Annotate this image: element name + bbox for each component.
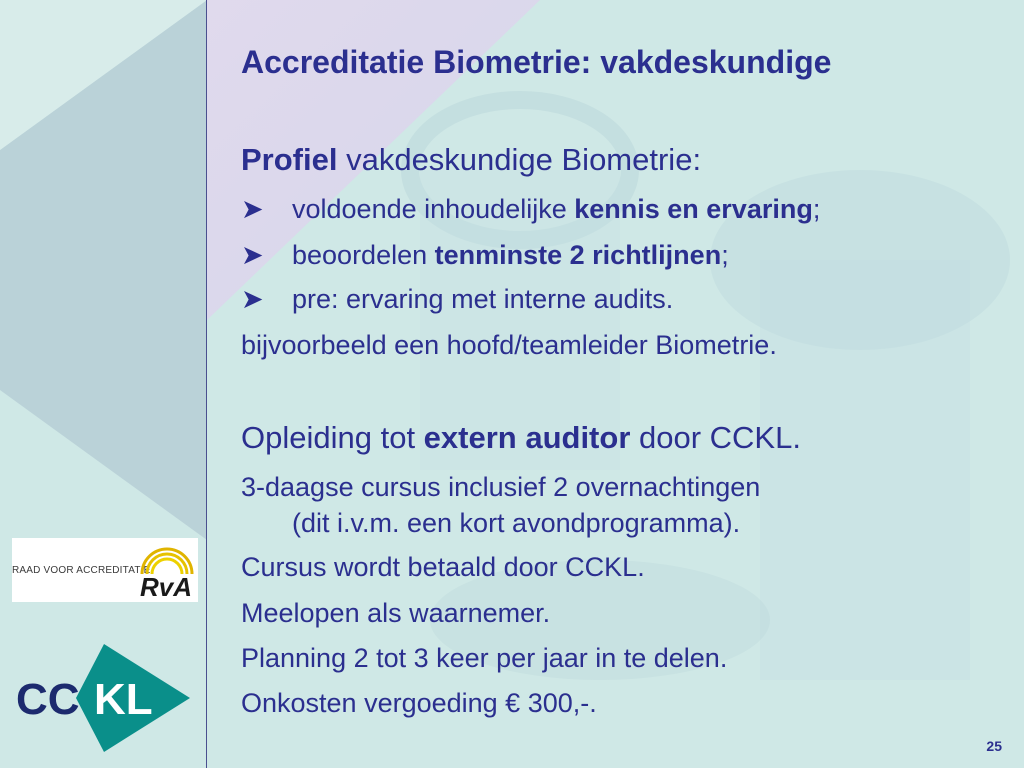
cckl-logo-left-text: CC	[16, 675, 80, 724]
profile-heading-bold: Profiel	[241, 142, 338, 177]
rva-logo-text: RAAD VOOR ACCREDITATIE	[12, 564, 151, 576]
bullet-text: voldoende inhoudelijke	[292, 194, 575, 224]
svg-text:RvA: RvA	[140, 572, 193, 600]
rva-mark-icon	[136, 540, 198, 600]
cckl-logo-right-text: KL	[94, 675, 153, 724]
bullet-text: pre: ervaring met interne audits.	[292, 284, 674, 314]
profile-heading-rest: vakdeskundige Biometrie:	[337, 142, 702, 177]
bullet-text-suffix: ;	[721, 240, 729, 270]
observer-line: Meelopen als waarnemer.	[241, 598, 551, 628]
training-heading	[241, 420, 801, 456]
arrow-bullet-icon: ➤	[241, 194, 264, 224]
page-number: 25	[986, 738, 1002, 754]
course-line-1: 3-daagse cursus inclusief 2 overnachtingen	[241, 472, 761, 502]
profile-example: bijvoorbeeld een hoofd/teamleider Biometrie.	[241, 330, 777, 360]
costs-line: Onkosten vergoeding € 300,-.	[241, 688, 597, 718]
rva-logo	[12, 538, 198, 602]
planning-line: Planning 2 tot 3 keer per jaar in te delen.	[241, 643, 728, 673]
cckl-logo	[14, 640, 190, 756]
training-heading-post: door CCKL.	[630, 420, 801, 455]
training-heading-pre: Opleiding tot	[241, 420, 424, 455]
bullet-text-bold: kennis en ervaring	[574, 194, 813, 224]
bullet-text-suffix: ;	[812, 194, 821, 224]
course-paid: Cursus wordt betaald door CCKL.	[241, 552, 645, 582]
training-heading-bold: extern auditor	[423, 420, 631, 455]
arrow-bullet-icon: ➤	[241, 240, 264, 270]
profile-heading	[241, 142, 701, 178]
slide-title: Accreditatie Biometrie: vakdeskundige	[241, 44, 832, 80]
bullet-text: beoordelen	[292, 240, 435, 270]
course-line-2: (dit i.v.m. een kort avondprogramma).	[292, 508, 741, 538]
arrow-bullet-icon: ➤	[241, 284, 264, 314]
bullet-text-bold: tenminste 2 richtlijnen	[434, 240, 722, 270]
